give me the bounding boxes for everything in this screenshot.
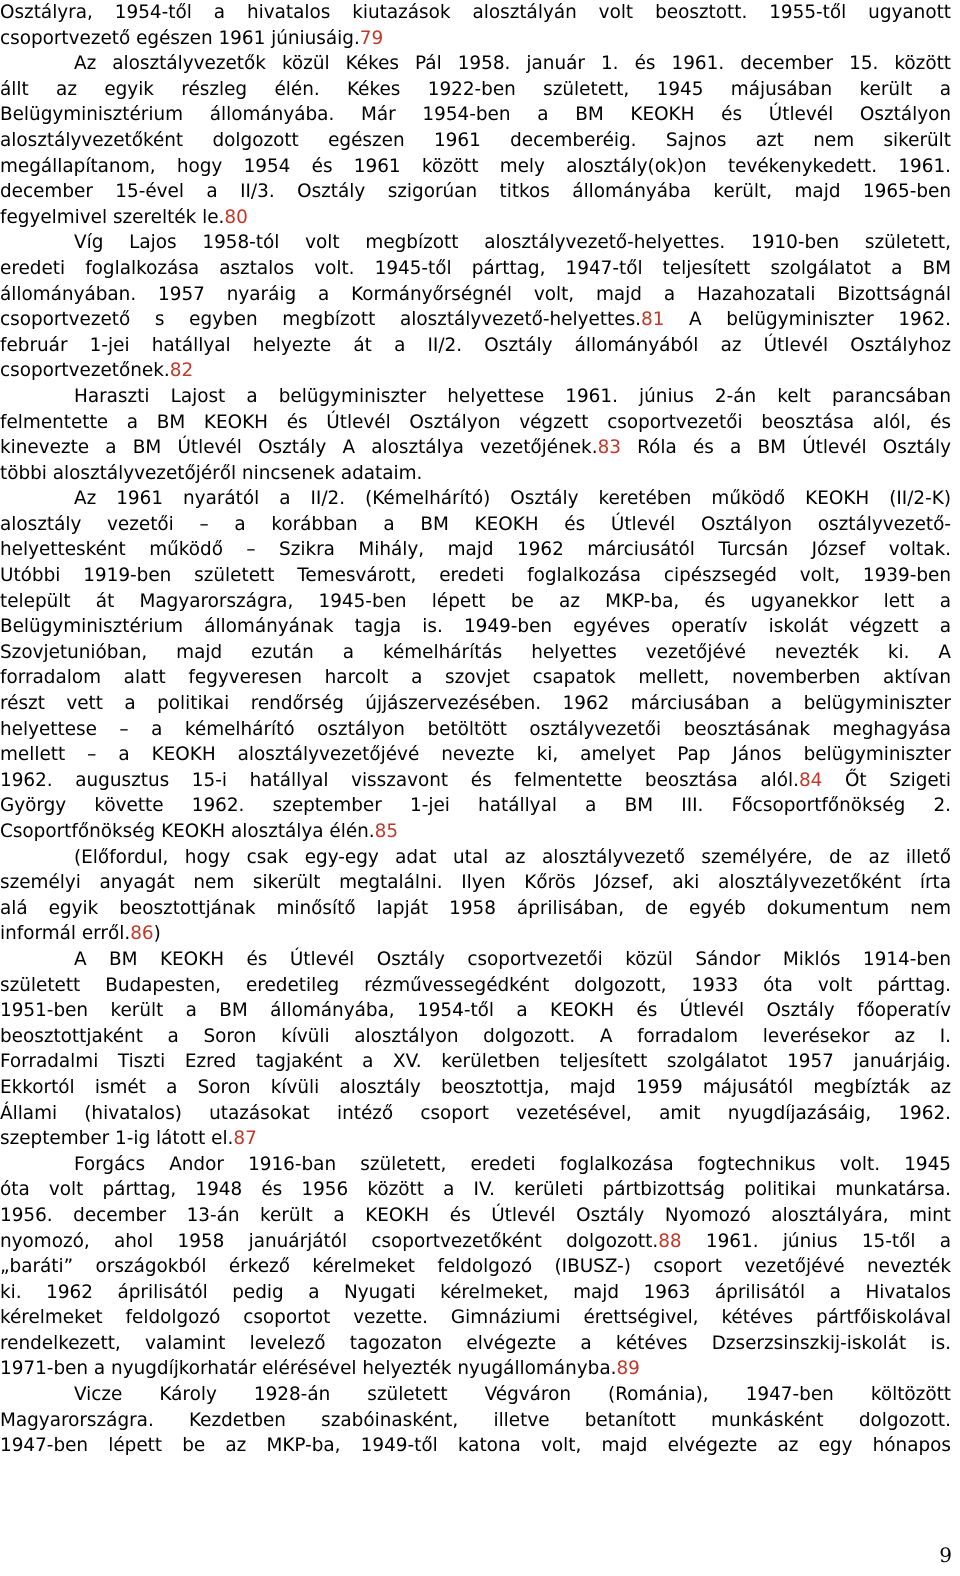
text-line	[0, 1101, 951, 1127]
text-segment: alosztályvezetőként dolgozott egészen 1961 decemberéig. Sajnos azt nem sikerült	[0, 129, 951, 151]
text-segment: részt vett a politikai rendőrség újjászervezésében. 1962 márciusában a belügyminiszter	[0, 693, 951, 715]
text-segment: ki. 1962 áprilisától pedig a Nyugati kérelmeket, majd 1963 áprilisától a Hivatalos	[0, 1281, 951, 1303]
text-line	[0, 742, 951, 768]
text-line	[0, 947, 951, 973]
text-segment: Forradalmi Tiszti Ezred tagjaként a XV. kerületben teljesített szolgálatot 1957 januárjáig.	[0, 1051, 951, 1073]
footnote-ref-link[interactable]: 86	[130, 923, 154, 945]
text-line	[0, 768, 951, 794]
text-segment: 1962. augusztus 15-i hatállyal visszavont és felmentette beosztása alól.	[0, 769, 799, 791]
footnote-ref-link[interactable]: 87	[233, 1128, 257, 1150]
text-line	[0, 26, 951, 52]
text-segment: Belügyminisztérium állományába. Már 1954-ben a BM KEOKH és Útlevél Osztályon	[0, 104, 951, 126]
text-segment: Osztályra, 1954-től a hivatalos kiutazások alosztályán volt beosztott. 1955-től ugyanott	[0, 2, 951, 23]
text-line	[0, 793, 951, 819]
text-line	[0, 1356, 951, 1382]
text-line	[0, 1331, 951, 1357]
text-line	[0, 691, 951, 717]
text-segment: „baráti” országokból érkező kérelmeket feldolgozó (IBUSZ-) csoport vezetőjévé nevezték	[0, 1256, 951, 1278]
text-line	[0, 512, 951, 538]
footnote-ref-link[interactable]: 89	[616, 1358, 640, 1380]
text-segment: eredeti foglalkozása asztalos volt. 1945-től párttag, 1947-től teljesített szolgálatot a BM	[0, 257, 951, 279]
text-segment: Haraszti Lajost a belügyminiszter helyettese 1961. június 2-án kelt parancsában	[74, 385, 951, 407]
text-segment: Ekkortól ismét a Soron kívüli alosztály beosztottja, majd 1959 májusától megbízták az	[0, 1076, 951, 1098]
text-segment: 1951-ben került a BM állományába, 1954-től a KEOKH és Útlevél Osztály főoperatív	[0, 1000, 951, 1022]
text-line	[0, 1203, 951, 1229]
text-segment: beosztottjaként a Soron kívüli alosztályon dolgozott. A forradalom leverésekor az I.	[0, 1025, 951, 1047]
text-line	[0, 179, 951, 205]
text-segment: Utóbbi 1919-ben született Temesvárott, eredeti foglalkozása cipészsegéd volt, 1939-ben	[0, 565, 951, 587]
text-segment: született Budapesten, eredetileg rézművessegédként dolgozott, 1933 óta volt párttag.	[0, 974, 951, 996]
text-segment: kérelmeket feldolgozó csoportot vezette. Gimnáziumi érettségivel, kétéves pártfőiskolával	[0, 1307, 951, 1329]
text-line	[0, 717, 951, 743]
text-segment: 1947-ben lépett be az MKP-ba, 1949-től katona volt, majd elvégezte az egy hónapos	[0, 1435, 951, 1457]
text-segment: óta volt párttag, 1948 és 1956 között a IV. kerületi pártbizottság politikai munkatársa.	[0, 1179, 951, 1201]
text-line	[0, 154, 951, 180]
text-segment: 1961. június 15-től a	[681, 1230, 952, 1252]
footnote-ref-link[interactable]: 80	[224, 206, 248, 228]
text-segment: állt az egyik részleg élén. Kékes 1922-ben született, 1945 májusában került a	[0, 78, 951, 100]
text-line	[0, 998, 951, 1024]
text-line	[0, 1408, 951, 1434]
text-line	[0, 1280, 951, 1306]
text-segment: csoportvezetőnek.	[0, 360, 170, 382]
text-line	[0, 896, 951, 922]
text-line	[0, 333, 951, 359]
text-line	[0, 1382, 951, 1408]
text-segment: helyettese – a kémelhárító osztályon betöltött osztályvezetői beosztásának meghagyása	[0, 718, 951, 740]
text-segment: nyomozó, ahol 1958 januárjától csoportvezetőként dolgozott.	[0, 1230, 659, 1252]
text-segment: informál erről.	[0, 923, 131, 945]
text-segment: helyettesként működő – Szikra Mihály, majd 1962 márciusától Turcsán József voltak.	[0, 539, 951, 561]
text-line	[0, 51, 951, 77]
text-segment: Állami (hivatalos) utazásokat intéző csoport vezetésével, amit nyugdíjazásáig, 1962.	[0, 1102, 951, 1124]
text-segment: Forgács Andor 1916-ban született, eredeti foglalkozása fogtechnikus volt. 1945	[74, 1153, 951, 1175]
text-line	[0, 563, 951, 589]
text-line	[0, 205, 951, 231]
text-line	[0, 1152, 951, 1178]
text-line	[0, 845, 951, 871]
text-line	[0, 1075, 951, 1101]
text-line	[0, 0, 951, 26]
text-line	[0, 410, 951, 436]
text-line	[0, 1229, 951, 1255]
text-segment: állományában. 1957 nyaráig a Kormányőrségnél volt, majd a Hazahozatali Bizottságnál	[0, 283, 951, 305]
footnote-ref-link[interactable]: 81	[641, 309, 665, 331]
text-line	[0, 589, 951, 615]
text-segment: alá egyik beosztottjának minősítő lapját 1958 áprilisában, de egyéb dokumentum nem	[0, 897, 951, 919]
text-line	[0, 640, 951, 666]
text-segment: Őt Szigeti	[822, 769, 951, 791]
text-segment: Az alosztályvezetők közül Kékes Pál 1958. január 1. és 1961. december 15. között	[74, 53, 951, 75]
text-segment: A belügyminiszter 1962.	[664, 309, 951, 331]
text-segment: Csoportfőnökség KEOKH alosztálya élén.	[0, 821, 375, 842]
text-line	[0, 358, 951, 384]
text-segment: (Előfordul, hogy csak egy-egy adat utal az alosztályvezető személyére, de az illető	[74, 846, 951, 868]
text-segment: Magyarországra. Kezdetben szabóinasként, illetve betanított munkásként dolgozott.	[0, 1409, 951, 1431]
text-segment: Szovjetunióban, majd ezután a kémelhárítás helyettes vezetőjévé nevezték ki. A	[0, 641, 951, 663]
text-segment: Víg Lajos 1958-tól volt megbízott alosztályvezető-helyettes. 1910-ben született,	[74, 232, 951, 254]
text-line	[0, 230, 951, 256]
text-segment: többi alosztályvezetőjéről nincsenek adataim.	[0, 462, 423, 484]
text-segment: december 15-ével a II/3. Osztály szigorúan titkos állományába került, majd 1965-ben	[0, 181, 951, 203]
text-segment: Róla és a BM Útlevél Osztály	[620, 437, 951, 459]
text-line	[0, 1305, 951, 1331]
text-segment: csoportvezető s egyben megbízott alosztályvezető-helyettes.	[0, 309, 641, 331]
footnote-ref-link[interactable]: 84	[798, 769, 823, 791]
text-segment: szeptember 1-ig látott el.	[0, 1128, 234, 1150]
text-line	[0, 282, 951, 308]
footnote-ref-link[interactable]: 83	[597, 437, 621, 459]
text-line	[0, 256, 951, 282]
text-line	[0, 1433, 951, 1459]
text-line	[0, 665, 951, 691]
text-line	[0, 870, 951, 896]
text-line	[0, 921, 951, 947]
text-line	[0, 77, 951, 103]
text-segment: 1956. december 13-án került a KEOKH és Útlevél Osztály Nyomozó alosztályára, mint	[0, 1204, 951, 1226]
text-segment: megállapítanom, hogy 1954 és 1961 között mely alosztály(ok)on tevékenykedett. 1961.	[0, 155, 951, 177]
text-line	[0, 819, 951, 845]
text-line	[0, 102, 951, 128]
footnote-ref-link[interactable]: 79	[359, 27, 384, 49]
text-line	[0, 1177, 951, 1203]
text-segment: rendelkezett, valamint levelező tagozaton elvégezte a kétéves Dzserzsinszkij-iskolát is.	[0, 1332, 951, 1354]
text-segment: Az 1961 nyarától a II/2. (Kémelhárító) Osztály keretében működő KEOKH (II/2-K)	[74, 488, 951, 510]
footnote-ref-link[interactable]: 82	[169, 360, 194, 382]
text-segment: személyi anyagát nem sikerült megtalálni. Ilyen Kőrös József, aki alosztályvezetőként írta	[0, 872, 951, 894]
text-segment: mellett – a KEOKH alosztályvezetőjévé nevezte ki, amelyet Pap János belügyminiszter	[0, 744, 951, 766]
text-segment: )	[153, 923, 161, 945]
text-segment: fegyelmivel szerelték le.	[0, 206, 225, 228]
text-line	[0, 128, 951, 154]
text-segment: február 1-jei hatállyal helyezte át a II/2. Osztály állományából az Útlevél Osztályhoz	[0, 334, 951, 356]
footnote-ref-link[interactable]: 88	[658, 1230, 682, 1252]
text-segment: települt át Magyarországra, 1945-ben lépett be az MKP-ba, és ugyanekkor lett a	[0, 590, 951, 612]
text-segment: Vicze Károly 1928-án született Végváron (Románia), 1947-ben költözött	[74, 1384, 951, 1406]
text-line	[0, 307, 951, 333]
text-segment: A BM KEOKH és Útlevél Osztály csoportvezetői közül Sándor Miklós 1914-ben	[74, 948, 951, 970]
page-number: 9	[939, 1543, 952, 1567]
text-line	[0, 973, 951, 999]
text-line	[0, 1126, 951, 1152]
text-segment: csoportvezető egészen 1961 júniusáig.	[0, 27, 360, 49]
text-line	[0, 537, 951, 563]
text-segment: alosztály vezetői – a korábban a BM KEOKH és Útlevél Osztályon osztályvezető-	[0, 513, 951, 535]
text-segment: forradalom alatt fegyveresen harcolt a szovjet csapatok mellett, novemberben aktívan	[0, 667, 951, 689]
text-line	[0, 435, 951, 461]
text-line	[0, 1049, 951, 1075]
text-segment: 1971-ben a nyugdíjkorhatár elérésével helyezték nyugállományba.	[0, 1358, 617, 1380]
text-segment: Belügyminisztérium állományának tagja is. 1949-ben egyéves operatív iskolát végzett a	[0, 616, 951, 638]
text-segment: kinevezte a BM Útlevél Osztály A alosztálya vezetőjének.	[0, 437, 598, 459]
text-line	[0, 1254, 951, 1280]
text-line	[0, 461, 951, 487]
footnote-ref-link[interactable]: 85	[374, 821, 399, 842]
text-line	[0, 614, 951, 640]
text-line	[0, 384, 951, 410]
text-line	[0, 486, 951, 512]
text-segment: György követte 1962. szeptember 1-jei hatállyal a BM III. Főcsoportfőnökség 2.	[0, 795, 951, 817]
text-segment: felmentette a BM KEOKH és Útlevél Osztályon végzett csoportvezetői beosztása alól, és	[0, 411, 951, 433]
text-line	[0, 1024, 951, 1050]
